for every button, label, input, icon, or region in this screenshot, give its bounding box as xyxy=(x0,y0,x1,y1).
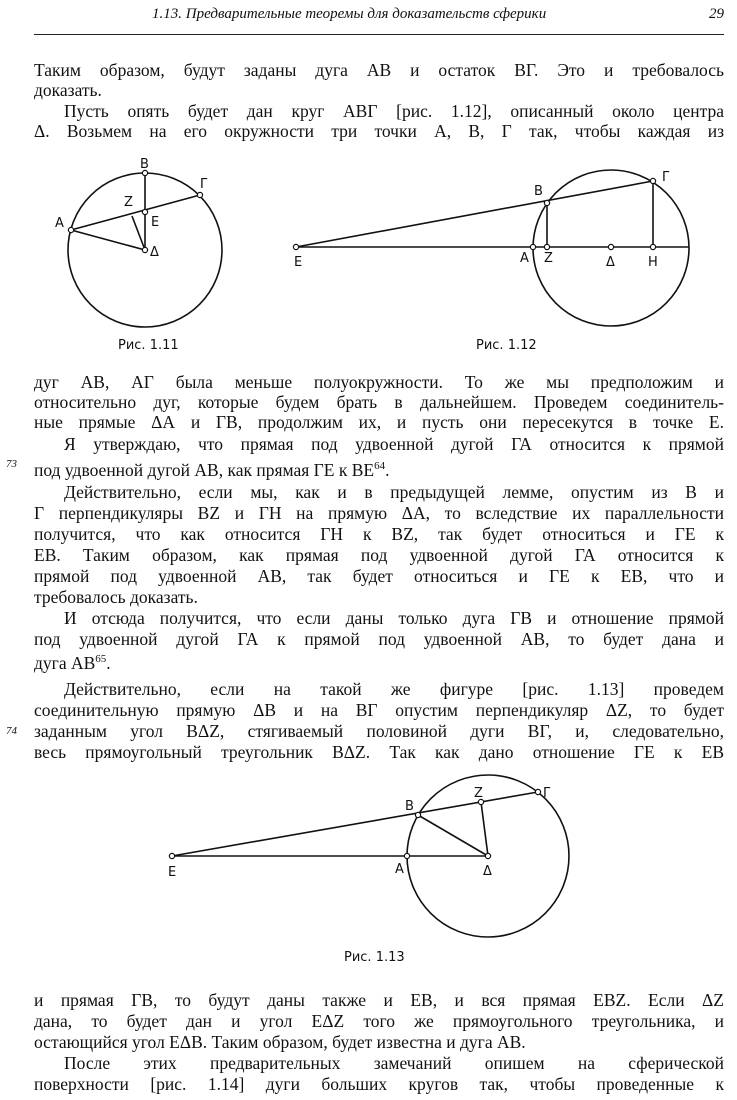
caption-fig-1-13: Рис. 1.13 xyxy=(344,950,405,965)
text-line: ЕВ. Таким образом, как прямая под удвоенной дугой ГА относится к xyxy=(34,545,724,565)
fig13-label-D: Δ xyxy=(483,864,492,879)
text-line: требовалось доказать. xyxy=(34,587,198,607)
text-line: соединительную прямую ΔВ и на ВГ опустим перпендикуляр ΔZ, то будет xyxy=(34,700,724,720)
text-line: доказать. xyxy=(34,80,102,100)
fig12-point-E xyxy=(293,244,298,249)
fig13-label-A: A xyxy=(395,862,404,877)
fig12-label-A: A xyxy=(520,251,529,266)
fig13-point-B xyxy=(415,812,420,817)
text-line: получится, что как относится ГН к ВZ, так будет относиться и ГЕ к xyxy=(34,524,724,544)
text-line: поверхности [рис. 1.14] дуги больших кругов так, чтобы проведенные к xyxy=(34,1074,724,1094)
fig12-point-B xyxy=(544,200,549,205)
fig13-point-D xyxy=(485,853,490,858)
header-rule xyxy=(34,34,724,35)
fig12-label-B: B xyxy=(534,184,543,199)
fig13-label-B: B xyxy=(405,799,414,814)
fig12-label-E: E xyxy=(294,255,303,270)
footnote-ref: 65 xyxy=(95,653,107,666)
caption-fig-1-12: Рис. 1.12 xyxy=(476,338,537,353)
text-line: Я утверждаю, что прямая под удвоенной дугой ГА относится к прямой xyxy=(64,434,724,454)
figure-1-13 xyxy=(150,770,590,945)
margin-number: 74 xyxy=(6,725,17,737)
fig11-label-B: B xyxy=(140,157,149,172)
text-line: прямой под удвоенной АВ, так будет относиться и ГЕ к ЕВ, что и xyxy=(34,566,724,586)
fig11-line-DZ xyxy=(132,216,145,250)
text-line: и прямая ГВ, то будут даны также и ЕВ, и вся прямая ЕВZ. Если ΔZ xyxy=(34,990,724,1010)
fig11-label-G: Г xyxy=(200,177,208,192)
figure-1-11 xyxy=(50,155,260,335)
fig11-point-D xyxy=(142,247,147,252)
text-line: весь прямоугольный треугольник ВΔZ. Так как дано отношение ГЕ к ЕВ xyxy=(34,742,724,762)
text-line: Пусть опять будет дан круг АВГ [рис. 1.12], описанный около центра xyxy=(64,101,724,121)
fig13-label-E: E xyxy=(168,865,177,880)
text-line: Действительно, если мы, как и в предыдущей лемме, опустим из В и xyxy=(64,482,724,502)
text-line: под удвоенной дугой ГА к прямой под удвоенной АВ, то будет дана и xyxy=(34,629,724,649)
text-line: дуга АВ$^{65}$. xyxy=(34,653,111,673)
text-line: относительно дуг, которые будем брать в дальнейшем. Проведем соединитель- xyxy=(34,392,724,412)
text-line: дана, то будет дан и угол ЕΔZ того же прямоугольного треугольника, и xyxy=(34,1011,724,1031)
fig11-label-A: A xyxy=(55,216,64,231)
text-line: После этих предварительных замечаний опишем на сферической xyxy=(64,1053,724,1073)
text-line: под удвоенной дугой АВ, как прямая ГЕ к ВЕ$^{64}$. xyxy=(34,460,390,480)
text-line: Действительно, если на такой же фигуре [рис. 1.13] проведем xyxy=(64,679,724,699)
text-line: остающийся угол ЕΔВ. Таким образом, будет известна и дуга АВ. xyxy=(34,1032,526,1052)
fig13-point-G xyxy=(535,789,540,794)
fig11-label-D: Δ xyxy=(150,245,159,260)
fig13-label-G: Г xyxy=(543,786,551,801)
fig12-label-Z: Z xyxy=(544,251,553,266)
text-line: Δ. Возьмем на его окружности три точки А, В, Г так, чтобы каждая из xyxy=(34,121,724,141)
text-line: Г перпендикуляры ВZ и ГН на прямую ΔА, то вследствие их параллельности xyxy=(34,503,724,523)
fig13-perp-DZ xyxy=(481,802,488,856)
fig13-point-A xyxy=(404,853,409,858)
text-line: И отсюда получится, что если даны только дуга ГВ и отношение прямой xyxy=(64,608,724,628)
fig12-point-G xyxy=(650,178,655,183)
text-line: Таким образом, будут заданы дуга АВ и остаток ВГ. Это и требовалось xyxy=(34,60,724,80)
text-line: ные прямые ΔА и ГВ, продолжим их, и пусть они пересекутся в точке Е. xyxy=(34,412,724,432)
fig11-label-Z: Z xyxy=(124,195,133,210)
fig11-point-G xyxy=(197,192,202,197)
fig12-point-D xyxy=(608,244,613,249)
running-title: 1.13. Предварительные теоремы для доказательств сферики xyxy=(152,6,547,22)
footnote-ref: 64 xyxy=(374,460,386,473)
fig12-label-H: H xyxy=(648,255,658,270)
fig13-point-E xyxy=(169,853,174,858)
fig11-label-E: E xyxy=(151,215,160,230)
fig11-point-E xyxy=(142,209,147,214)
margin-number: 73 xyxy=(6,458,17,470)
fig13-label-Z: Z xyxy=(474,786,483,801)
fig11-point-A xyxy=(68,227,73,232)
text-line: дуг АВ, АГ была меньше полуокружности. То же мы предположим и xyxy=(34,372,724,392)
text-line: заданным угол ВΔZ, стягиваемый половиной дуги ВГ, и, следовательно, xyxy=(34,721,724,741)
caption-fig-1-11: Рис. 1.11 xyxy=(118,338,179,353)
fig12-line-EG xyxy=(296,181,653,247)
running-header xyxy=(34,0,724,36)
figure-1-12 xyxy=(280,155,710,335)
fig12-point-Z xyxy=(544,244,549,249)
fig12-label-D: Δ xyxy=(606,255,615,270)
fig12-point-A xyxy=(530,244,535,249)
fig13-line-BD xyxy=(418,815,488,856)
fig12-point-H xyxy=(650,244,655,249)
fig11-chord-AD xyxy=(71,230,145,250)
fig12-label-G: Г xyxy=(662,170,670,185)
page-number: 29 xyxy=(709,6,724,22)
